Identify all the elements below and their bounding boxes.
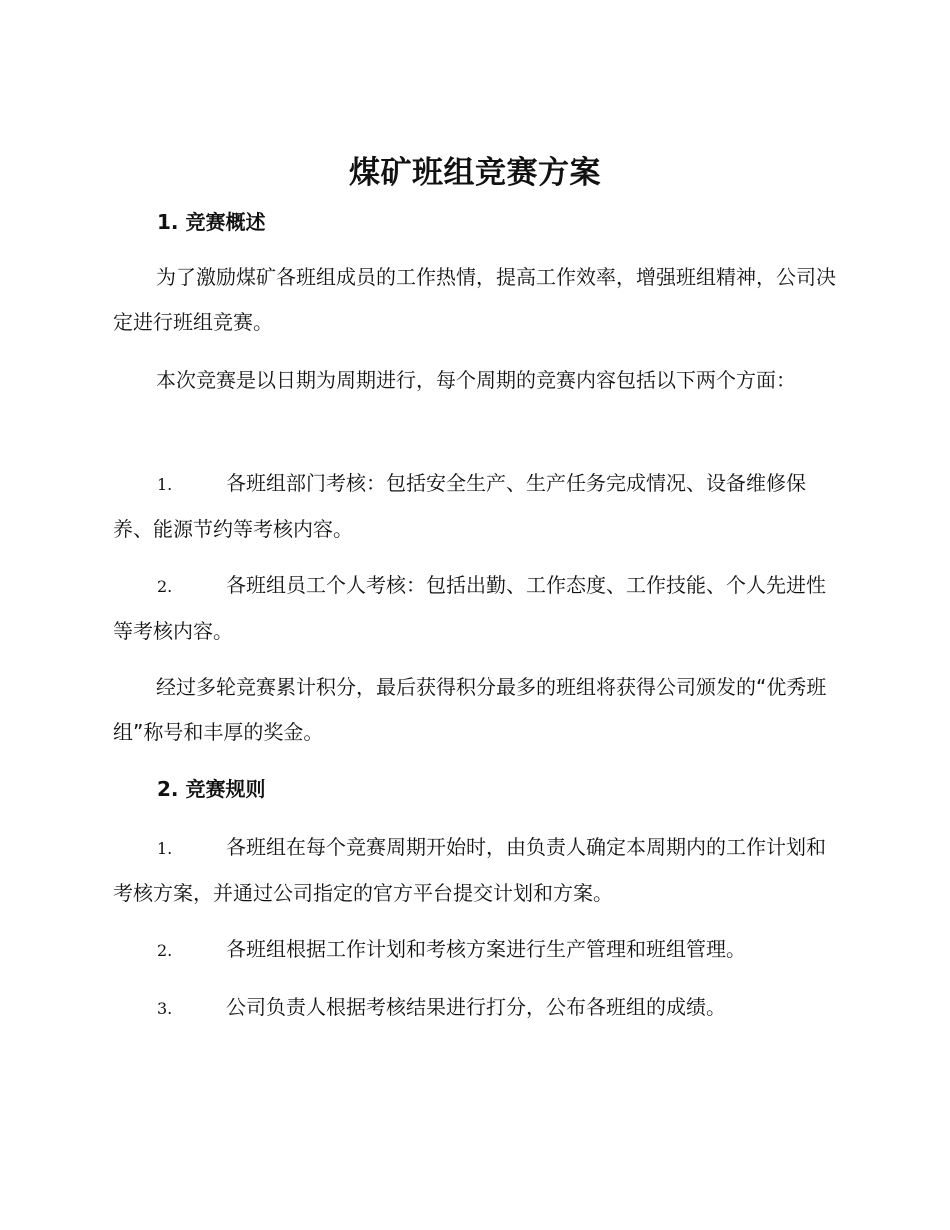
reward-paragraph: 经过多轮竞赛累计积分，最后获得积分最多的班组将获得公司颁发的“优秀班组”称号和丰厚的奖金。 <box>113 675 827 744</box>
list-item-text: 各班组在每个竞赛周期开始时，由负责人确定本周期内的工作计划和考核方案，并通过公司指定的官方平台提交计划和方案。 <box>113 835 826 905</box>
list-item-number: 1. <box>157 475 173 494</box>
list-item <box>113 927 841 973</box>
list-item-text: 各班组根据工作计划和考核方案进行生产管理和班组管理。 <box>226 937 746 961</box>
list-item <box>113 563 841 654</box>
list-item <box>113 985 841 1031</box>
list-item <box>113 461 841 552</box>
section-heading-rules: 2. 竞赛规则 <box>157 777 266 801</box>
list-item-text: 公司负责人根据考核结果进行打分，公布各班组的成绩。 <box>226 995 726 1019</box>
list-item <box>113 825 841 916</box>
list-item-text: 各班组部门考核：包括安全生产、生产任务完成情况、设备维修保养、能源节约等考核内容。 <box>113 471 806 541</box>
list-item-number: 1. <box>157 839 173 858</box>
list-item-number: 2. <box>157 941 173 960</box>
list-item-text: 各班组员工个人考核：包括出勤、工作态度、工作技能、个人先进性等考核内容。 <box>113 573 826 643</box>
document-title: 煤矿班组竞赛方案 <box>349 155 601 191</box>
section-heading-overview: 1. 竞赛概述 <box>157 210 266 234</box>
list-item-number: 3. <box>157 999 173 1018</box>
list-item-number: 2. <box>157 577 173 596</box>
cycle-paragraph: 本次竞赛是以日期为周期进行，每个周期的竞赛内容包括以下两个方面： <box>156 368 796 392</box>
intro-paragraph: 为了激励煤矿各班组成员的工作热情，提高工作效率，增强班组精神，公司决定进行班组竞赛。 <box>113 265 836 334</box>
